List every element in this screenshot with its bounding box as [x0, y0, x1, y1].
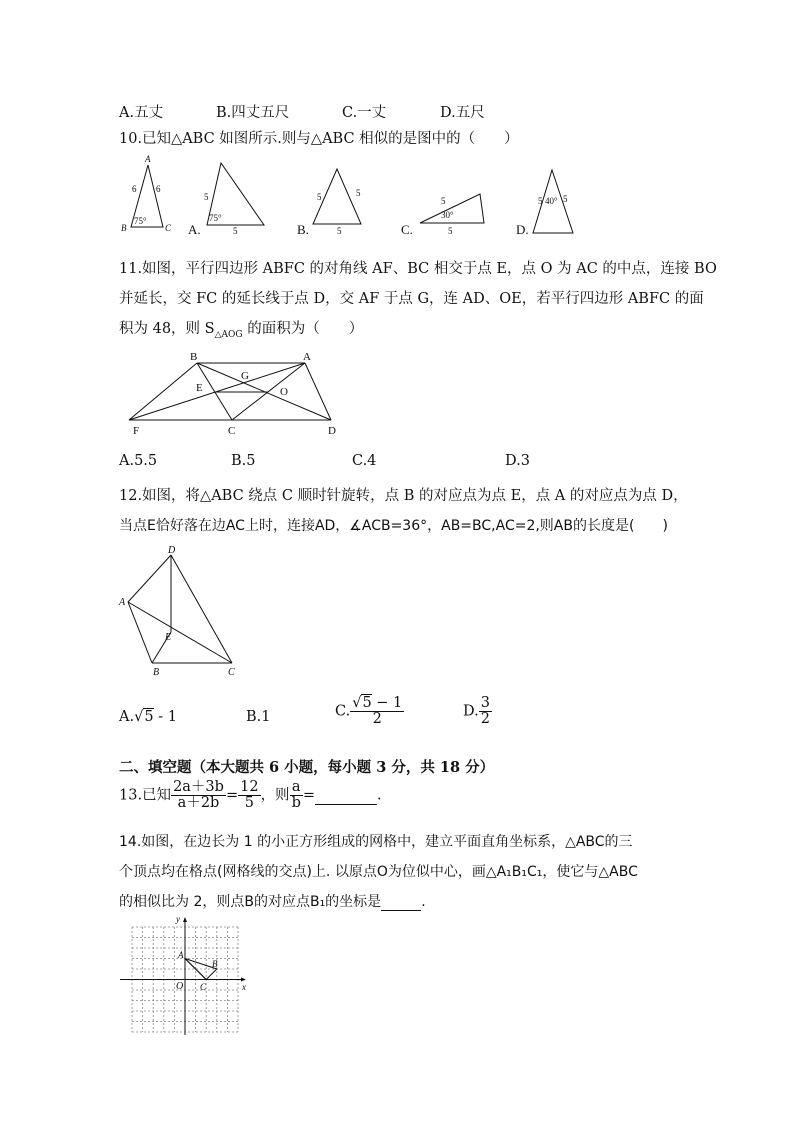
section-heading-fill-in: 二、填空题（本大题共 6 小题，每小题 3 分，共 18 分） — [119, 759, 495, 776]
q11-option-d: D.3 — [505, 453, 530, 469]
q12-option-a: A.√5 - 1 — [119, 709, 177, 725]
svg-text:30°: 30° — [441, 210, 454, 220]
svg-text:5: 5 — [448, 226, 453, 236]
q11-label-o: O — [280, 386, 288, 398]
svg-text:5: 5 — [337, 226, 342, 236]
q10-option-d-triangle — [533, 170, 573, 233]
q11-line3: 积为 48，则 $S_{\triangle AOG}$ 的面积为（ ） — [119, 321, 364, 340]
q14-label-a: A — [178, 950, 184, 960]
q12-line2: 当点E恰好落在边AC上时，连接AD，∡ACB=36°，AB=BC,AC=2,则AB的长度是( ) — [119, 518, 668, 534]
svg-text:5: 5 — [538, 196, 543, 206]
q11-label-b: B — [190, 351, 198, 363]
q11-line2: 并延长，交 FC 的延长线于点 D，交 AF 于点 G，连 AD、OE，若平行四边形 ABFC 的面 — [119, 291, 704, 307]
q10-ref-angle: 75° — [134, 216, 147, 226]
q10-ref-side-ab: 6 — [132, 184, 137, 194]
q12-option-c: C. $\frac{√5 - 1}{2}$ — [335, 695, 403, 728]
q12-label-d: D — [168, 545, 176, 556]
q9-option-d: D.五尺 — [440, 105, 485, 121]
q10-option-a-letter: A. — [188, 222, 201, 237]
q10-option-b-letter: B. — [297, 222, 309, 237]
q10-figure — [0, 152, 794, 252]
q14-label-y: y — [176, 914, 180, 924]
q12-rotation-figure — [0, 540, 794, 680]
svg-text:40°: 40° — [545, 196, 558, 206]
q11-option-b: B.5 — [231, 453, 256, 469]
svg-text:5: 5 — [233, 226, 238, 236]
q11-label-g: G — [241, 370, 249, 382]
q10-ref-label-c: C — [165, 223, 172, 233]
q9-option-c: C.一丈 — [342, 105, 387, 121]
q12-label-e: E — [165, 632, 172, 643]
q10-option-d-letter: D. — [516, 222, 529, 237]
svg-text:5: 5 — [441, 196, 446, 206]
q9-option-a: A.五丈 — [119, 105, 164, 121]
q14-line3: 的相似比为 2，则点B的对应点B₁的坐标是 . — [119, 894, 426, 910]
q11-parallelogram-figure — [0, 350, 794, 440]
q11-label-c: C — [228, 425, 236, 437]
q14-answer-blank[interactable] — [381, 894, 421, 911]
svg-text:75°: 75° — [209, 213, 222, 223]
q10-option-a-triangle — [204, 163, 264, 236]
q12-label-c: C — [228, 667, 235, 678]
q14-label-c: C — [200, 982, 207, 992]
q11-label-a: A — [303, 351, 311, 363]
q14-grid-figure — [120, 915, 260, 1035]
q11-line1: 11.如图，平行四边形 ABFC 的对角线 AF、BC 相交于点 E，点 O 为 AC 的中点，连接 BO — [119, 261, 717, 277]
q11-option-c: C.4 — [352, 453, 377, 469]
q12-option-d: D. $\frac{3}{2}$ — [463, 695, 490, 728]
q12-label-b: B — [153, 667, 160, 678]
q11-label-e: E — [196, 382, 203, 394]
q14-label-x: x — [242, 982, 246, 992]
svg-text:5: 5 — [204, 192, 209, 202]
q10-option-b-triangle — [313, 169, 361, 236]
svg-text:5: 5 — [563, 194, 568, 204]
q10-stem: 10.已知△ABC 如图所示.则与△ABC 相似的是图中的（ ） — [119, 131, 519, 147]
q10-ref-label-b: B — [121, 223, 127, 233]
q13-answer-blank[interactable] — [315, 788, 377, 805]
q11-option-a: A.5.5 — [119, 453, 158, 469]
q14-line2: 个顶点均在格点(网格线的交点)上. 以原点O为位似中心，画△A₁B₁C₁，使它与△ABC — [119, 864, 638, 880]
q10-option-c-letter: C. — [401, 222, 413, 237]
q14-line1: 14.如图，在边长为 1 的小正方形组成的网格中，建立平面直角坐标系，△ABC的三 — [119, 834, 633, 850]
q10-ref-label-a: A — [145, 154, 151, 164]
q12-label-a: A — [119, 597, 126, 608]
q10-ref-side-ac: 6 — [156, 184, 161, 194]
q10-option-c-triangle — [420, 194, 484, 236]
q14-label-o: O — [176, 981, 184, 992]
q12-line1: 12.如图，将△ABC 绕点 C 顺时针旋转，点 B 的对应点为点 E，点 A 的对应点为点 D， — [119, 488, 688, 504]
q10-reference-triangle — [121, 154, 172, 233]
svg-text:5: 5 — [356, 188, 361, 198]
q11-label-d: D — [328, 425, 336, 437]
q12-option-b: B.1 — [246, 709, 271, 725]
q13-line: 13.已知 $\frac{2a+3b}{a+2b}$ = $\frac{12}{5}$ ，则 $\frac{a}{b}$ = . — [119, 779, 382, 812]
q9-option-b: B.四丈五尺 — [216, 105, 290, 121]
q11-label-f: F — [133, 425, 140, 437]
svg-text:5: 5 — [317, 192, 322, 202]
q14-label-b: B — [212, 959, 218, 969]
